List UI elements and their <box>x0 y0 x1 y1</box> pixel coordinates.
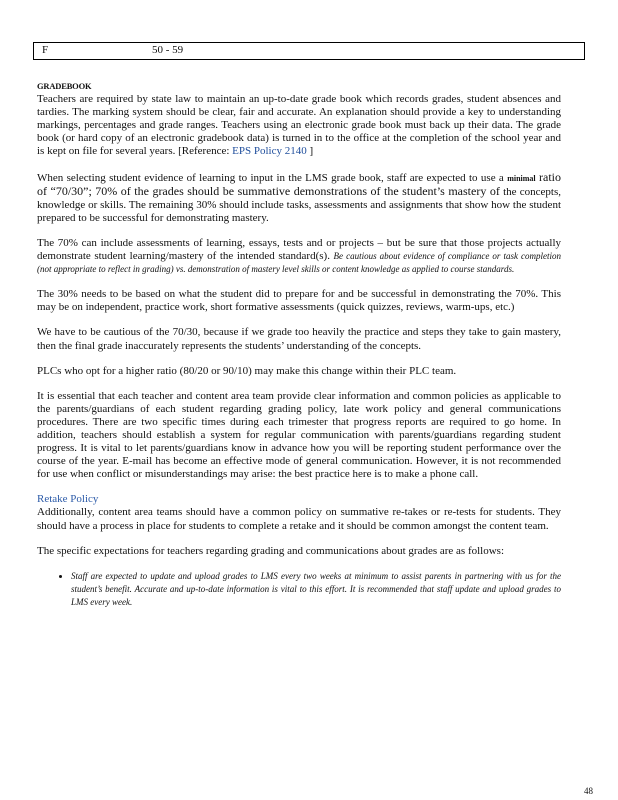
page-number: 48 <box>584 786 593 796</box>
ratio-statement: ratio of “70/30”; 70% of the grades should be summative demonstrations of the student’s mastery of <box>37 169 561 198</box>
document-body <box>37 80 561 609</box>
list-item: • Staff are expected to update and upload grades to LMS every two weeks at minimum to assist parents in partnering with us for the student’s benefit. Accurate and up-to-date information is vital to this effort. It is recommended that staff update and upload grades to LMS every week. <box>71 570 561 609</box>
expectations-list <box>37 570 561 609</box>
reference-close: ] <box>309 145 314 158</box>
caution-paragraph: We have to be cautious of the 70/30, because if we grade too heavily the practice and steps they take to gain mastery, then the final grade inaccurately represents the students’ understanding of the concepts. <box>37 326 561 352</box>
grade-range: 50 - 59 <box>152 44 184 56</box>
communication-paragraph: It is essential that each teacher and content area team provide clear information and common policies as applicable to the parents/guardians of each student regarding grading policy, late work policy and general communications procedures. There are two specific times during each trimester that progress reports are required to go home. In addition, teachers should establish a system for regular communication with parents/guardians regarding student progress. It is vital to let parents/guardians know in advance how you will be reporting student performance over the course of the year. E-mail has become an effective mode of general communication. However, it is not recommended for use when conflict or misunderstandings may arise: the best practice here is to make a phone call. <box>37 389 561 481</box>
ratio-intro: When selecting student evidence of learning to input in the LMS grade book, staff are expected to use a <box>37 171 504 184</box>
retake-policy-paragraph: Additionally, content area teams should have a common policy on summative re-takes or re-tests for students. They should have a process in place for students to complete a retake and it should be common amongst the content team. <box>37 506 561 532</box>
ratio-rest: the concepts, knowledge or skills. The remaining 30% should include tasks, assessments and assignments that show how the student prepared to be successful for demonstrating mastery. <box>37 185 561 224</box>
gradebook-text: Teachers are required by state law to maintain an up-to-date grade book which records grades, student absences and tardies. The marking system should be clear, fair and accurate. An explanation should provide a key to understanding markings, percentages and grade ranges. Teachers using an electronic grade book must back up their data. The grade book (or hard copy of an electronic gradebook data) is turned in to the office at the completion of the school year and is kept on file for several years. [Reference: <box>37 93 561 158</box>
expectations-paragraph: The specific expectations for teachers regarding grading and communications about grades are as follows: <box>37 544 505 557</box>
retake-policy-heading: Retake Policy <box>37 493 99 506</box>
ratio-paragraph <box>37 171 561 225</box>
caution-note: Be cautious about evidence of compliance or task completion (not appropriate to reflect in grading) vs. demonstration of mastery level skills or content knowledge as applied to course standards. <box>37 251 561 275</box>
thirty-percent-paragraph: The 30% needs to be based on what the student did to prepare for and be successful in demonstrating the 70%. This may be on independent, practice work, short formative assessments (quick quizzes, reviews, warm-ups, etc.) <box>37 288 561 314</box>
seventy-percent-text: The 70% can include assessments of learning, essays, tests and or projects – but be sure that those projects actually demonstrate student learning/mastery of the intended standard(s). <box>37 236 561 263</box>
gradebook-heading: GRADEBOOK <box>37 81 92 91</box>
gradebook-paragraph <box>37 93 561 158</box>
minimal-word: minimal <box>507 173 536 183</box>
grade-table-row <box>33 42 585 60</box>
seventy-percent-paragraph <box>37 237 561 276</box>
grade-letter: F <box>42 44 49 56</box>
eps-policy-link[interactable]: EPS Policy 2140 <box>232 145 307 158</box>
plc-paragraph: PLCs who opt for a higher ratio (80/20 or 90/10) may make this change within their PLC team. <box>37 364 457 377</box>
